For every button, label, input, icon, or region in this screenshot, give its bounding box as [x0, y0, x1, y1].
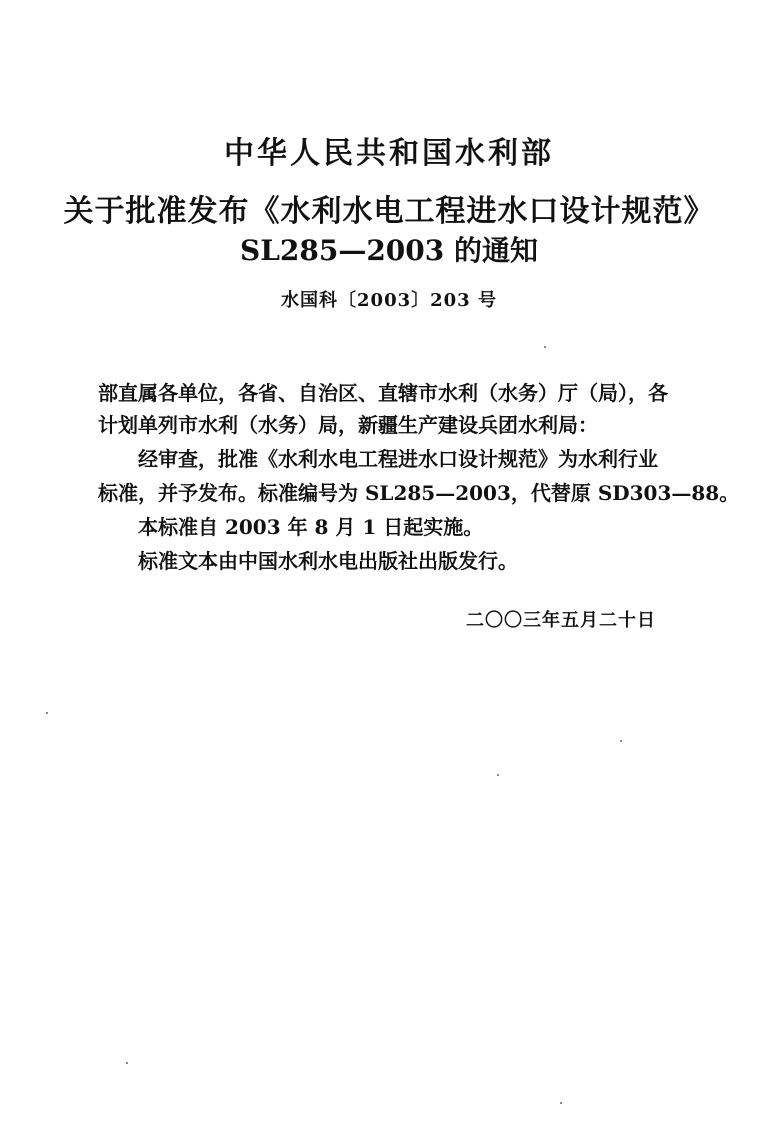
notice-title-line-1: 关于批准发布《水利水电工程进水口设计规范》: [63, 194, 715, 229]
body-line-2: 标准，并予发布。标准编号为 SL285—2003，代替原 SD303—88。: [98, 481, 740, 505]
recipients-line-1: 部直属各单位，各省、自治区、直辖市水利（水务）厅（局），各: [98, 381, 668, 405]
scan-speck: [46, 712, 48, 714]
body-line-1: 经审查，批准《水利水电工程进水口设计规范》为水利行业: [138, 447, 658, 471]
issuing-ministry: 中华人民共和国水利部: [224, 136, 554, 171]
body-line-3: 本标准自 2003 年 8 月 1 日起实施。: [138, 515, 484, 539]
notice-title-line-2: SL285—2003 的通知: [239, 234, 539, 267]
scan-speck: [497, 774, 499, 776]
document-number: 水国科〔2003〕203 号: [281, 290, 497, 311]
issue-date: 二〇〇三年五月二十日: [466, 610, 656, 631]
scan-speck: [126, 1062, 128, 1064]
recipients-line-2: 计划单列市水利（水务）局，新疆生产建设兵团水利局：: [98, 413, 598, 437]
scan-speck: [560, 1102, 562, 1104]
scan-speck: [544, 346, 546, 348]
body-line-4: 标准文本由中国水利水电出版社出版发行。: [138, 549, 518, 573]
scan-speck: [620, 740, 622, 742]
